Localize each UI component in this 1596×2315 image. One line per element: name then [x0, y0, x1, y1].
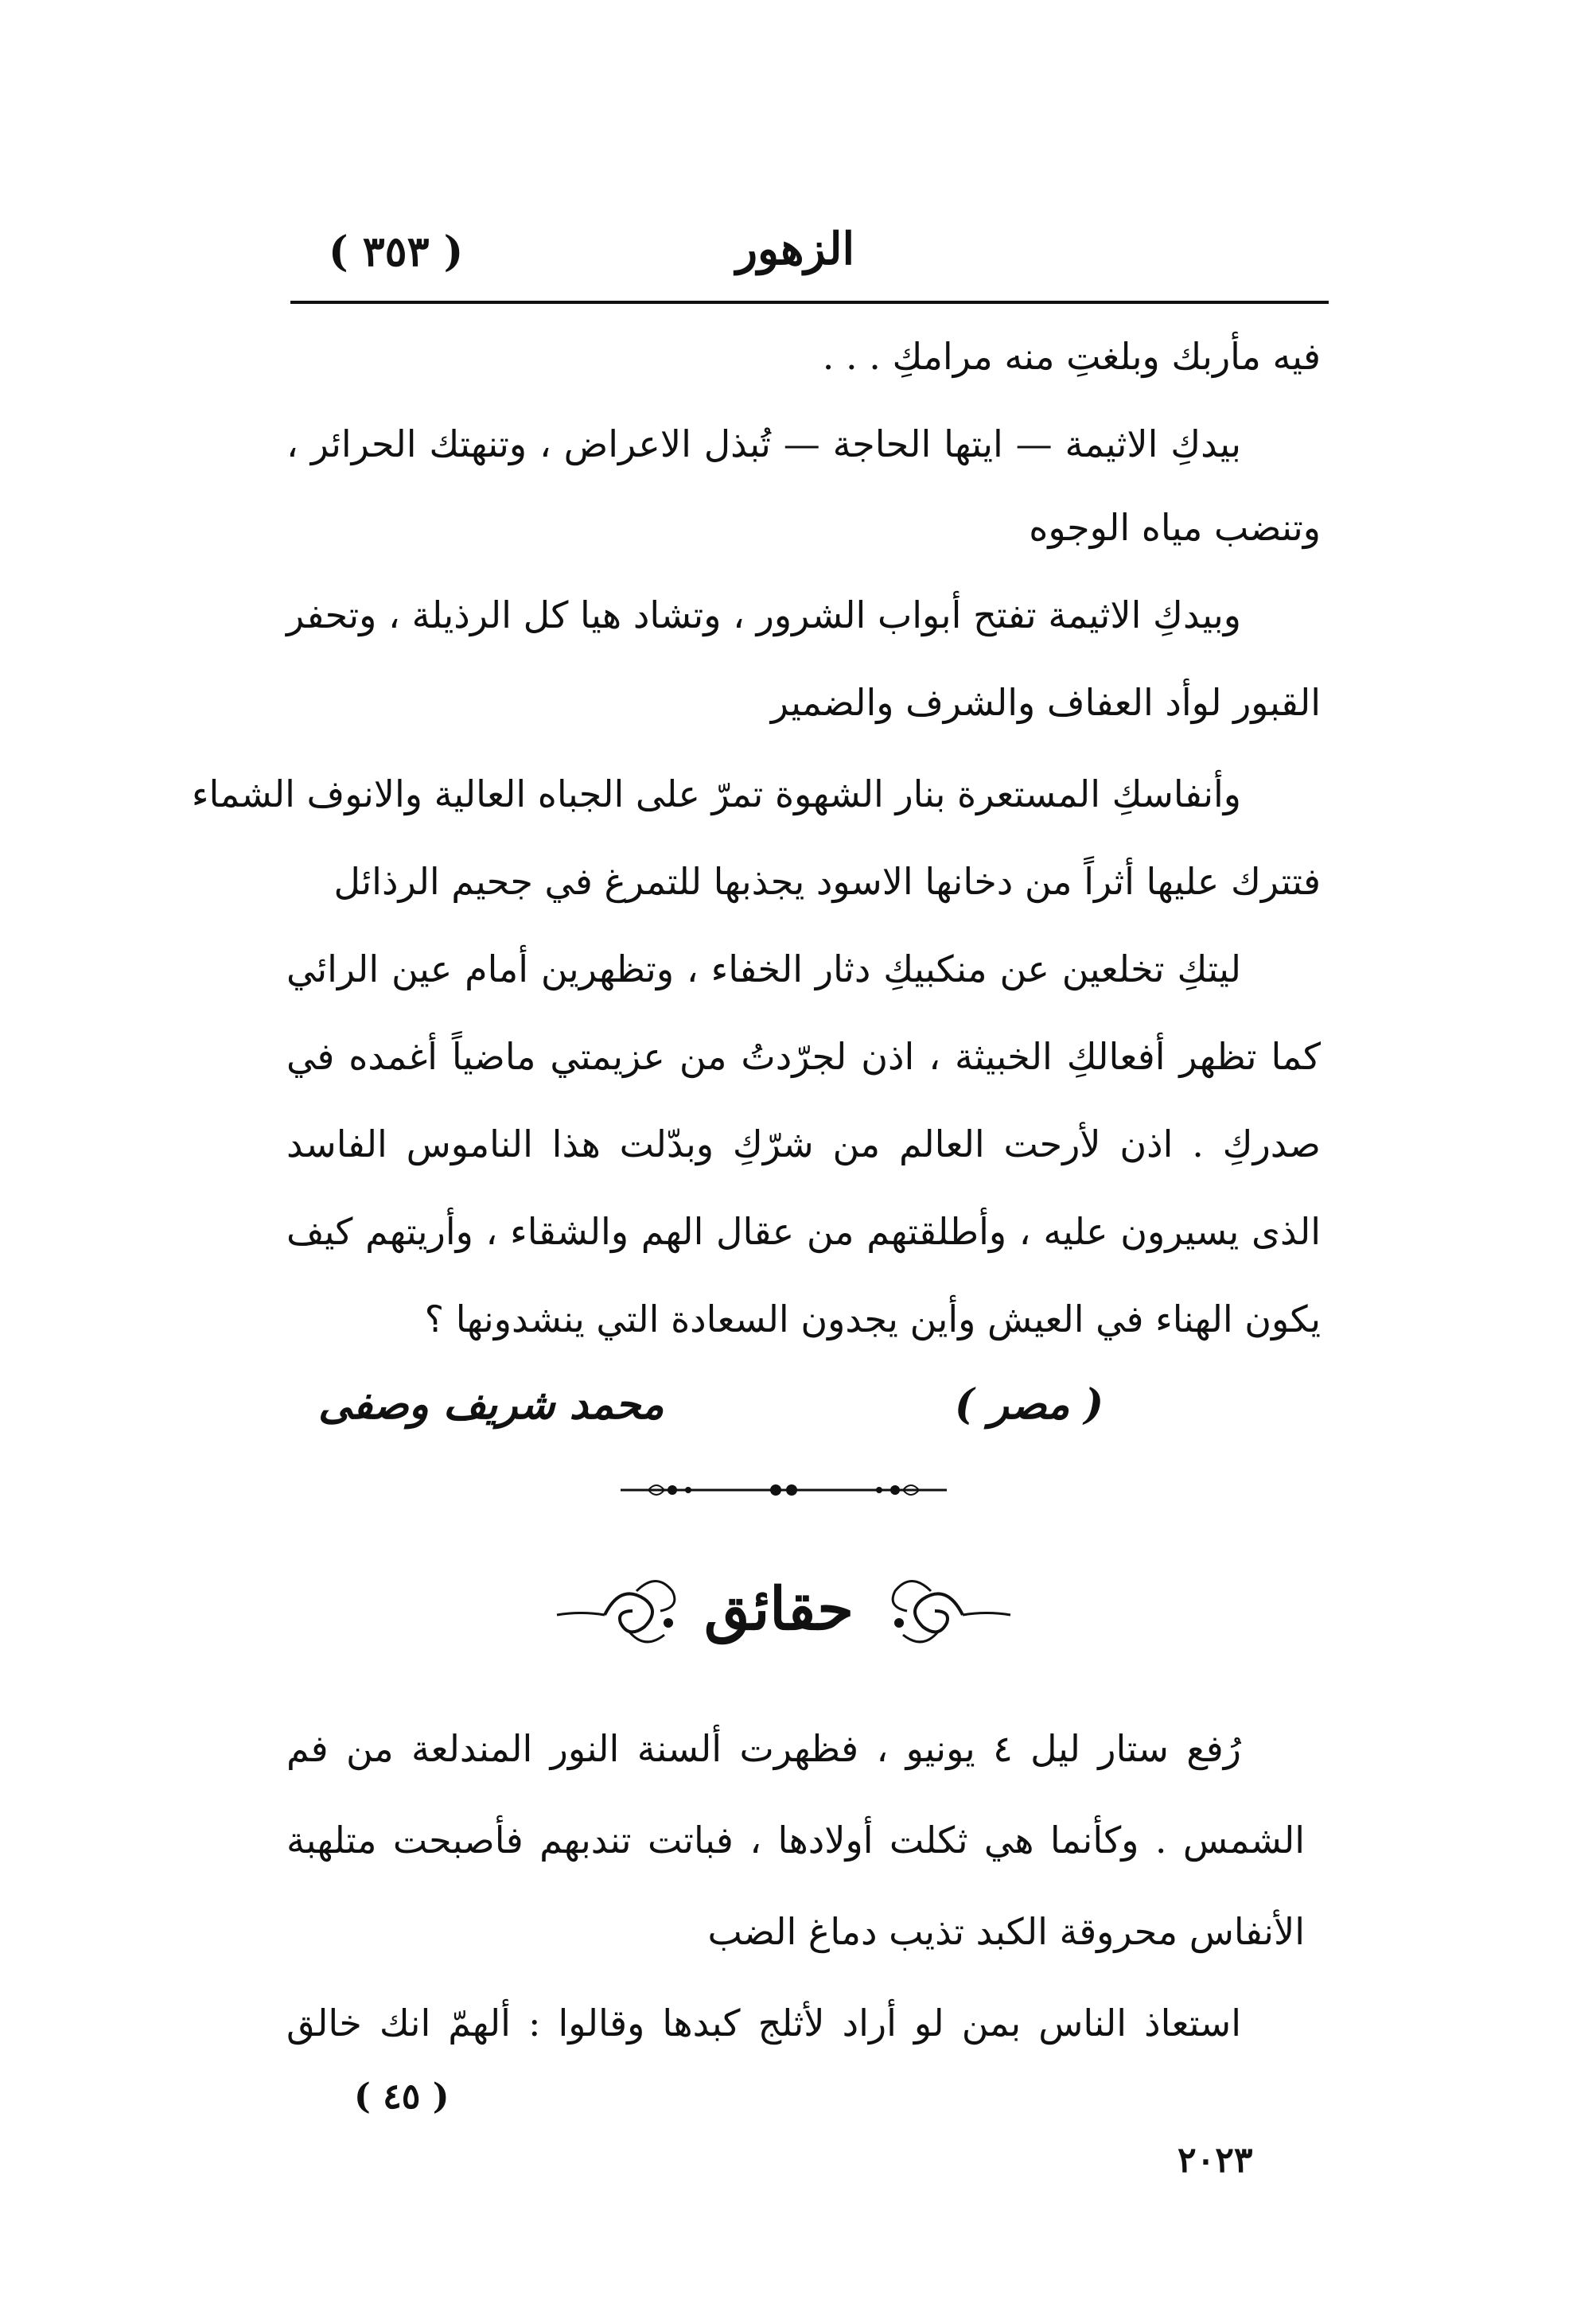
- footer-number: ٢٠٢٣: [1178, 2140, 1253, 2181]
- page-number: ( ٣٥٣ ): [329, 228, 464, 276]
- section-title: حقائق: [704, 1575, 854, 1644]
- signature-fold-number: ( ٤٥ ): [354, 2076, 450, 2117]
- body-line: القبور لوأد العفاف والشرف والضمير: [770, 681, 1321, 724]
- body-line: فيه مأربك وبلغتِ منه مرامكِ . . .: [822, 335, 1321, 378]
- section-line: استعاذ الناس بمن لو أراد لأثلج كبدها وقالوا : ألهمّ انك خالق: [286, 2002, 1241, 2045]
- body-line: يكون الهناء في العيش وأين يجدون السعادة التي ينشدونها ؟: [424, 1298, 1321, 1340]
- journal-title: الزهور: [736, 223, 855, 275]
- body-line: كما تظهر أفعالكِ الخبيثة ، اذن لجرّدتُ من عزيمتي ماضياً أغمده في: [286, 1035, 1321, 1078]
- body-line: ليتكِ تخلعين عن منكبيكِ دثار الخفاء ، وتظهرين أمام عين الرائي: [286, 947, 1241, 990]
- body-line: الذى يسيرون عليه ، وأطلقتهم من عقال الهم والشقاء ، وأريتهم كيف: [286, 1210, 1321, 1253]
- body-line: فتترك عليها أثراً من دخانها الاسود يجذبها للتمرغ في جحيم الرذائل: [333, 860, 1321, 903]
- author-signature: محمد شريف وصفى: [318, 1380, 664, 1429]
- body-line: وتنضب مياه الوجوه: [1029, 506, 1321, 549]
- location-label: ( مصر ): [955, 1380, 1104, 1429]
- body-line: بيدكِ الاثيمة — ايتها الحاجة — تُبذل الاعراض ، وتنهتك الحرائر ،: [286, 422, 1241, 465]
- body-line: صدركِ . اذن لأرحت العالم من شرّكِ وبدّلت هذا الناموس الفاسد: [286, 1122, 1321, 1165]
- body-line: وأنفاسكِ المستعرة بنار الشهوة تمرّ على الجباه العالية والانوف الشماء: [191, 772, 1241, 815]
- section-line: رُفع ستار ليل ٤ يونيو ، فظهرت ألسنة النور المندلعة من فم: [286, 1727, 1241, 1770]
- section-line: الشمس . وكأنما هي ثكلت أولادها ، فباتت تندبهم فأصبحت متلهبة: [286, 1819, 1305, 1862]
- section-line: الأنفاس محروقة الكبد تذيب دماغ الضب: [707, 1910, 1305, 1953]
- body-line: وبيدكِ الاثيمة تفتح أبواب الشرور ، وتشاد هيا كل الرذيلة ، وتحفر: [286, 593, 1241, 636]
